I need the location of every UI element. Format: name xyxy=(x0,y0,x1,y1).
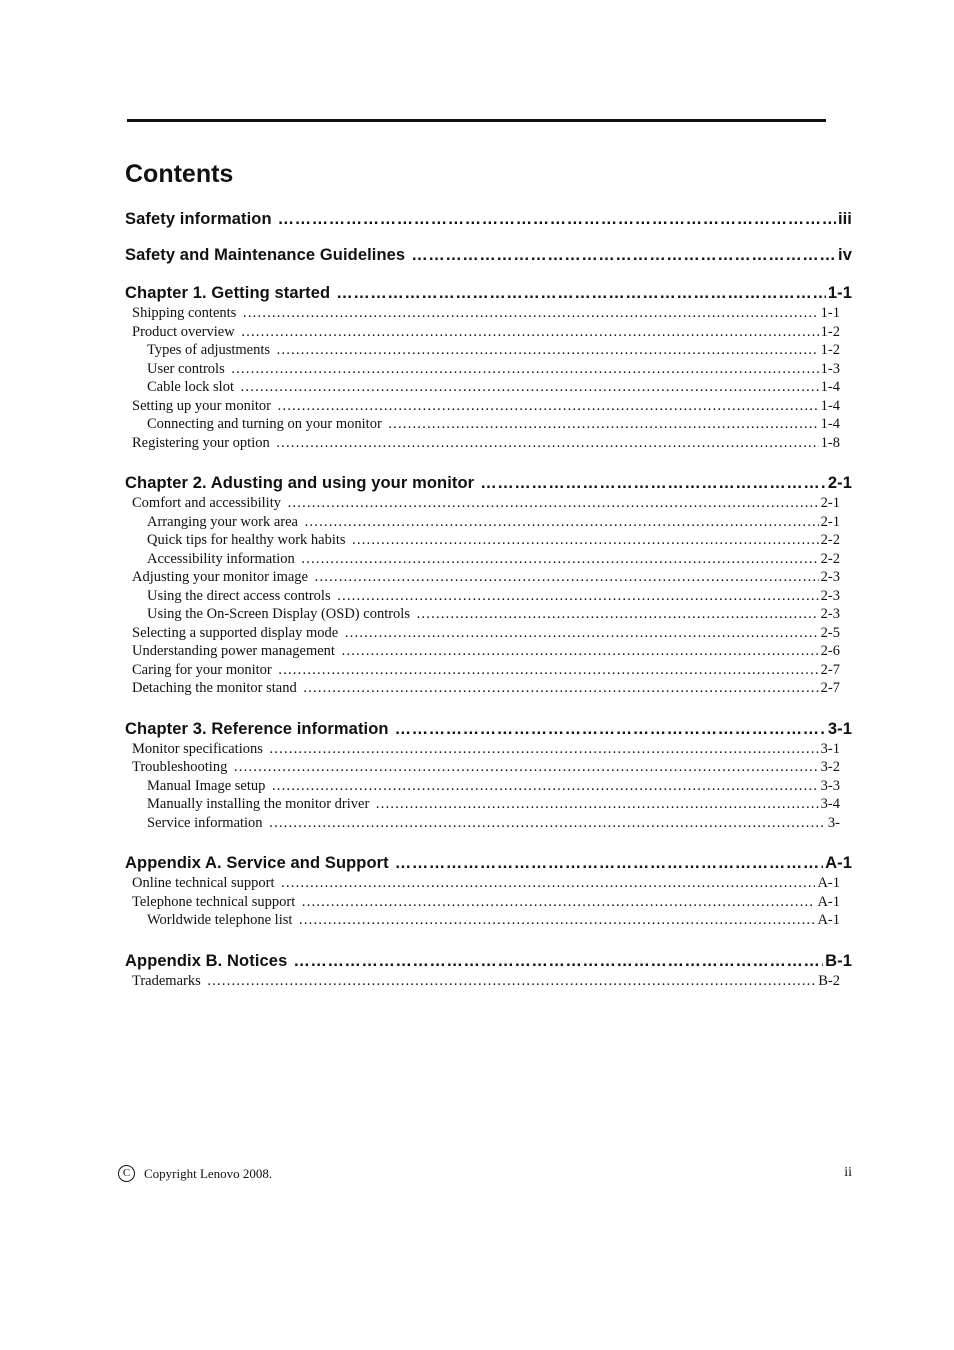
toc-entry[interactable] xyxy=(125,874,840,893)
toc-section xyxy=(125,472,852,698)
dot-leader xyxy=(242,304,818,323)
dot-leader xyxy=(337,587,819,606)
toc-section xyxy=(125,244,852,266)
toc-section xyxy=(125,282,852,452)
toc-heading[interactable] xyxy=(125,208,852,230)
toc-heading-title: Safety and Maintenance Guidelines xyxy=(125,246,406,264)
dot-leader xyxy=(277,397,819,416)
toc-entry-page: 2-2 xyxy=(820,550,840,567)
toc-entry[interactable] xyxy=(125,642,840,661)
toc-entry[interactable] xyxy=(125,814,840,833)
toc-entry[interactable] xyxy=(125,777,840,796)
toc-entry-page: 2-3 xyxy=(820,587,840,604)
toc-heading-title: Chapter 3. Reference information xyxy=(125,719,389,738)
toc-heading[interactable] xyxy=(125,718,852,740)
toc-entry-page: 1-2 xyxy=(820,323,840,340)
dot-leader xyxy=(314,568,819,587)
toc-entry[interactable] xyxy=(125,758,840,777)
toc-entry[interactable] xyxy=(125,550,840,569)
toc-entry[interactable] xyxy=(125,494,840,513)
toc-entry[interactable] xyxy=(125,605,840,624)
toc-entry-title: Arranging your work area xyxy=(147,513,298,530)
copyright-text: Copyright Lenovo 2008. xyxy=(144,1166,273,1181)
toc-entry-page: 2-2 xyxy=(820,532,840,548)
toc-entry[interactable] xyxy=(125,434,840,453)
dot-leader xyxy=(303,679,819,698)
page-footer xyxy=(118,1163,852,1185)
dot-leader xyxy=(241,323,819,342)
toc-entry-title: Caring for your monitor xyxy=(132,661,272,678)
toc-entry[interactable] xyxy=(125,378,840,397)
toc-entry[interactable] xyxy=(125,531,840,550)
page-title: Contents xyxy=(125,160,234,188)
dot-leader xyxy=(336,282,826,304)
toc-entry-page: 1-4 xyxy=(820,397,840,414)
toc-heading-title: Chapter 2. Adusting and using your monitor xyxy=(125,474,475,492)
toc-heading-page: iii xyxy=(837,210,852,228)
toc-entry-page: 3-2 xyxy=(820,759,840,775)
toc-section xyxy=(125,208,852,230)
toc-entry[interactable] xyxy=(125,972,840,991)
dot-leader xyxy=(388,415,819,434)
page-number: ii xyxy=(844,1165,852,1180)
toc-entry-page: 1-4 xyxy=(820,379,840,395)
dot-leader xyxy=(395,852,823,874)
toc-entry[interactable] xyxy=(125,795,840,814)
dot-leader xyxy=(344,624,818,643)
toc-entry-title: Quick tips for healthy work habits xyxy=(147,532,346,548)
dot-leader xyxy=(395,718,826,740)
toc-entry-title: Cable lock slot xyxy=(147,379,234,395)
toc-entry-title: Using the On-Screen Display (OSD) controls xyxy=(147,606,410,622)
dot-leader xyxy=(278,208,836,230)
dot-leader xyxy=(304,513,819,532)
toc-entry-title: Setting up your monitor xyxy=(132,397,271,414)
toc-entry[interactable] xyxy=(125,397,840,416)
dot-leader xyxy=(352,531,819,550)
toc-entry-title: Understanding power management xyxy=(132,643,335,659)
toc-entry-title: Troubleshooting xyxy=(132,759,228,775)
toc-entry-page: 2-3 xyxy=(820,606,840,622)
toc-entry-title: Detaching the monitor stand xyxy=(132,680,297,696)
toc-entry-title: Trademarks xyxy=(132,972,201,989)
copyright-icon: C xyxy=(118,1165,135,1182)
toc-entry-page: 2-1 xyxy=(820,513,840,530)
toc-heading[interactable] xyxy=(125,950,852,972)
toc-entry-title: Monitor specifications xyxy=(132,740,263,757)
toc-heading[interactable] xyxy=(125,282,852,304)
dot-leader xyxy=(480,472,826,494)
toc-entry-page: 1-3 xyxy=(820,360,840,377)
toc-entry-title: Accessibility information xyxy=(147,550,295,567)
table-of-contents xyxy=(125,208,852,990)
toc-entry[interactable] xyxy=(125,513,840,532)
dot-leader xyxy=(287,494,819,513)
toc-heading-page: B-1 xyxy=(825,951,852,970)
toc-entry-page: 1-1 xyxy=(820,305,840,321)
toc-entry[interactable] xyxy=(125,893,840,912)
dot-leader xyxy=(375,795,818,814)
toc-entry[interactable] xyxy=(125,661,840,680)
toc-entry-page: B-2 xyxy=(818,972,840,989)
toc-heading-page: A-1 xyxy=(825,854,852,872)
dot-leader xyxy=(271,777,818,796)
toc-entry[interactable] xyxy=(125,360,840,379)
dot-leader xyxy=(301,893,815,912)
toc-entry[interactable] xyxy=(125,679,840,698)
dot-leader xyxy=(281,874,816,893)
toc-heading-title: Appendix A. Service and Support xyxy=(125,854,389,872)
header-rule xyxy=(127,119,826,122)
toc-entry-page: A-1 xyxy=(817,912,840,928)
toc-entry-title: Adjusting your monitor image xyxy=(132,569,308,585)
dot-leader xyxy=(341,642,819,661)
toc-entry[interactable] xyxy=(125,587,840,606)
dot-leader xyxy=(293,950,823,972)
toc-section xyxy=(125,718,852,833)
toc-entry-title: Connecting and turning on your monitor xyxy=(147,416,382,432)
toc-entry-title: Worldwide telephone list xyxy=(147,912,293,928)
toc-entry-page: 2-7 xyxy=(820,661,840,678)
toc-heading[interactable] xyxy=(125,472,852,494)
toc-entry[interactable] xyxy=(125,341,840,360)
toc-entry-title: User controls xyxy=(147,360,225,377)
dot-leader xyxy=(276,341,819,360)
dot-leader xyxy=(269,814,826,833)
toc-entry-page: 1-4 xyxy=(820,416,840,432)
toc-entry[interactable] xyxy=(125,304,840,323)
toc-entry-page: A-1 xyxy=(817,875,840,891)
dot-leader xyxy=(416,605,819,624)
toc-entry-page: 2-1 xyxy=(820,495,840,511)
toc-heading-title: Chapter 1. Getting started xyxy=(125,284,331,302)
toc-heading-page: 1-1 xyxy=(827,284,852,302)
toc-entry-page: 3- xyxy=(827,814,840,831)
dot-leader xyxy=(240,378,819,397)
dot-leader xyxy=(411,244,836,266)
dot-leader xyxy=(301,550,819,569)
toc-entry-page: A-1 xyxy=(817,893,840,910)
toc-entry-title: Service information xyxy=(147,814,263,831)
toc-heading[interactable] xyxy=(125,244,852,266)
toc-heading-title: Appendix B. Notices xyxy=(125,951,288,970)
toc-entry-page: 2-3 xyxy=(820,569,840,585)
toc-section xyxy=(125,852,852,930)
toc-entry[interactable] xyxy=(125,911,840,930)
toc-entry-page: 3-4 xyxy=(820,796,840,812)
toc-entry-title: Registering your option xyxy=(132,434,270,451)
toc-entry-page: 3-3 xyxy=(820,777,840,794)
toc-entry-page: 1-2 xyxy=(820,342,840,358)
toc-entry-title: Product overview xyxy=(132,323,235,340)
toc-section xyxy=(125,950,852,991)
toc-heading-page: 2-1 xyxy=(827,474,852,492)
toc-heading-title: Safety information xyxy=(125,210,272,228)
toc-entry-page: 2-6 xyxy=(820,643,840,659)
toc-heading-page: iv xyxy=(838,246,852,264)
toc-entry-page: 2-5 xyxy=(820,624,840,641)
dot-leader xyxy=(278,661,819,680)
dot-leader xyxy=(207,972,817,991)
toc-entry-page: 3-1 xyxy=(820,740,840,757)
toc-entry[interactable] xyxy=(125,568,840,587)
dot-leader xyxy=(276,434,819,453)
dot-leader xyxy=(233,758,818,777)
toc-entry-title: Online technical support xyxy=(132,875,275,891)
dot-leader xyxy=(231,360,819,379)
toc-entry-title: Manually installing the monitor driver xyxy=(147,796,370,812)
toc-entry-title: Manual Image setup xyxy=(147,777,266,794)
toc-entry-title: Selecting a supported display mode xyxy=(132,624,339,641)
toc-entry-page: 2-7 xyxy=(820,680,840,696)
toc-entry-page: 1-8 xyxy=(820,434,840,451)
toc-entry[interactable] xyxy=(125,624,840,643)
toc-heading[interactable] xyxy=(125,852,852,874)
toc-entry-title: Shipping contents xyxy=(132,305,237,321)
toc-entry[interactable] xyxy=(125,323,840,342)
toc-heading-page: 3-1 xyxy=(827,719,852,738)
dot-leader xyxy=(298,911,815,930)
dot-leader xyxy=(269,740,819,759)
toc-entry-title: Types of adjustments xyxy=(147,342,271,358)
toc-entry-title: Comfort and accessibility xyxy=(132,495,281,511)
toc-entry-title: Telephone technical support xyxy=(132,893,296,910)
toc-entry[interactable] xyxy=(125,740,840,759)
toc-entry[interactable] xyxy=(125,415,840,434)
toc-entry-title: Using the direct access controls xyxy=(147,587,331,604)
